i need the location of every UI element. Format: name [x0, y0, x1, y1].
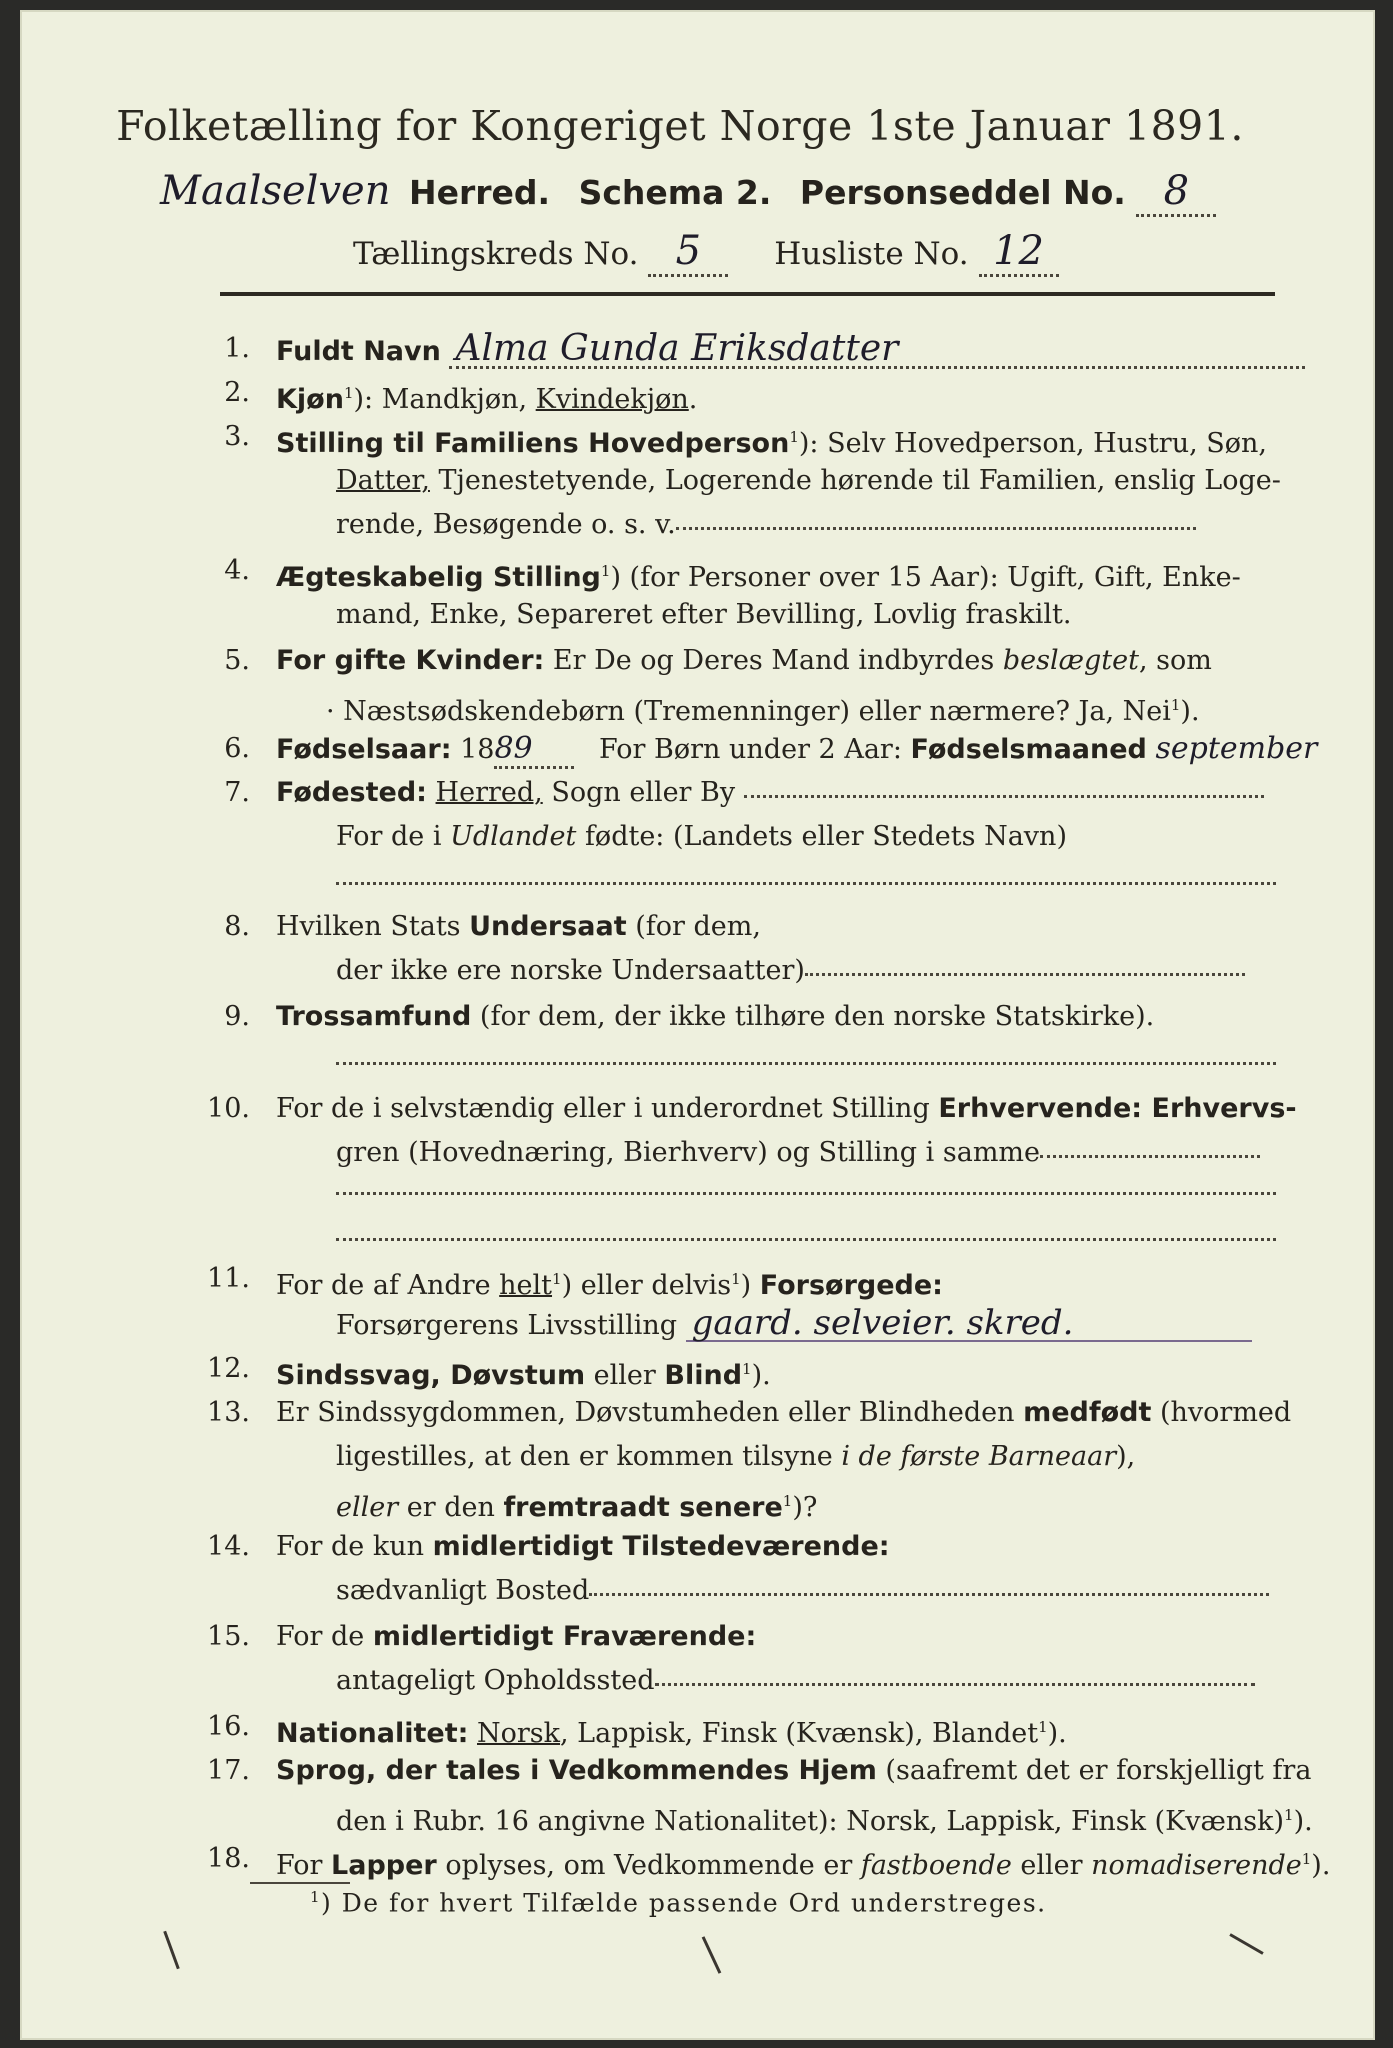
- item-1-number: 1.: [224, 333, 250, 364]
- item-7-line-2: [336, 820, 1067, 854]
- item-12-label: Sindssvag, Døvstum: [276, 1360, 586, 1391]
- item-10-number: 10.: [207, 1093, 250, 1124]
- taellingskreds-value: 5: [648, 228, 728, 277]
- item-12-number: 12.: [207, 1353, 250, 1384]
- item-6-year-value: 89: [494, 732, 574, 769]
- item-7-number: 7.: [224, 777, 250, 808]
- item-3-selected-option: Datter,: [336, 465, 430, 496]
- item-14-text-2: sædvanligt Bosted: [336, 1575, 590, 1606]
- item-17-end: ).: [1293, 1806, 1313, 1837]
- item-7-text-2a: For de i: [336, 821, 451, 852]
- footnote-rule: [250, 1882, 350, 1884]
- census-form-page: [20, 10, 1375, 2040]
- item-18-text-d: fastboende: [860, 1850, 1012, 1881]
- item-4-text-2: mand, Enke, Separeret efter Bevilling, Lovlig fraskilt.: [336, 599, 1072, 630]
- item-5-text-2: · Næstsødskendebørn (Tremenninger) eller nærmere? Ja, Nei: [326, 696, 1171, 727]
- item-7-label: Fødested:: [276, 777, 427, 808]
- footnote: [310, 1888, 1047, 1917]
- item-11-text-c: ) eller delvis: [561, 1270, 732, 1301]
- item-18-text-e: eller: [1011, 1850, 1092, 1881]
- item-2-label: Kjøn: [276, 384, 344, 415]
- item-16-sup: 1: [1038, 1718, 1048, 1736]
- item-14-number: 14.: [207, 1531, 250, 1562]
- header-line-kreds: [353, 228, 1059, 277]
- item-1-label: Fuldt Navn: [276, 336, 441, 367]
- item-11-text-e: Forsørgede:: [759, 1270, 943, 1301]
- item-13-text-2a: ligestilles, at den er kommen tilsyne: [336, 1441, 842, 1472]
- item-10-line-1: [276, 1092, 1297, 1126]
- item-11-line-2: [336, 1303, 1252, 1343]
- item-18-text-f: nomadiserende: [1091, 1850, 1302, 1881]
- item-8-text-c: (for dem,: [626, 911, 761, 942]
- personseddel-value: 8: [1136, 168, 1216, 217]
- item-3-number: 3.: [224, 421, 250, 452]
- item-13-line-1: [276, 1396, 1291, 1430]
- item-5-label: For gifte Kvinder:: [276, 645, 545, 676]
- personseddel-label: Personseddel No.: [799, 173, 1126, 212]
- item-5-line-1: [276, 644, 1212, 678]
- item-15-text-2: antageligt Opholdssted: [336, 1665, 655, 1696]
- item-2-sup: 1: [343, 384, 354, 402]
- item-7-dotted-fill: [744, 789, 1264, 798]
- item-3-text-2: Tjenestetyende, Logerende hørende til Familien, enslig Loge-: [429, 465, 1281, 496]
- item-13-text-3c: fremtraadt senere: [503, 1492, 783, 1523]
- footnote-sup: 1: [310, 1888, 322, 1906]
- item-13-line-2: [336, 1440, 1135, 1474]
- item-4-sup: 1: [600, 562, 611, 580]
- item-13-text-1c: (hvormed: [1151, 1397, 1292, 1428]
- item-12-sup: 1: [742, 1360, 752, 1378]
- item-4-number: 4.: [224, 555, 250, 586]
- corner-mark-right: [1229, 1933, 1263, 1955]
- item-3-text-3: rende, Besøgende o. s. v.: [336, 509, 676, 540]
- item-13-line-3: [336, 1484, 817, 1525]
- item-7-text-2b: Udlandet: [450, 821, 577, 852]
- item-6-number: 6.: [224, 733, 250, 764]
- item-8-text-b: Undersaat: [469, 911, 627, 942]
- item-3-line-2: [336, 464, 1281, 498]
- item-8-number: 8.: [224, 911, 250, 942]
- item-5-text-b: beslægtet: [1002, 645, 1139, 676]
- item-15-line-2: [336, 1664, 1255, 1698]
- item-9-blank-line: [336, 1062, 1276, 1065]
- item-6-year-prefix: 18: [460, 734, 495, 765]
- item-15-text-1a: For de: [276, 1621, 373, 1652]
- item-6-mid: For Børn under 2 Aar:: [599, 734, 902, 765]
- item-12-label-2: Blind: [664, 1360, 743, 1391]
- item-12-disability: [276, 1352, 771, 1393]
- item-8-text-a: Hvilken Stats: [276, 911, 470, 942]
- item-7-blank-line: [336, 882, 1276, 885]
- item-14-text-1b: midlertidigt Tilstedeværende:: [432, 1531, 890, 1562]
- item-5-text-c: , som: [1138, 645, 1212, 676]
- item-8-line-1: [276, 910, 761, 944]
- item-18-text-a: For: [276, 1850, 332, 1881]
- item-17-label: Sprog, der tales i Vedkommendes Hjem: [276, 1755, 877, 1786]
- item-7-selected-option: Herred,: [435, 777, 543, 808]
- item-13-text-3d: )?: [792, 1492, 818, 1523]
- item-17-line-1: [276, 1754, 1311, 1788]
- item-8-line-2: [336, 954, 1245, 988]
- item-14-line-1: [276, 1530, 890, 1564]
- item-8-text-2: der ikke ere norske Undersaatter): [336, 955, 805, 986]
- item-17-text-2: den i Rubr. 16 angivne Nationalitet): Norsk, Lappisk, Finsk (Kvænsk): [336, 1806, 1285, 1837]
- item-13-text-1b: medfødt: [1023, 1397, 1152, 1428]
- header-line-herred: [160, 168, 1216, 217]
- item-10-text-2: gren (Hovednæring, Bierhverv) og Stilling i samme: [336, 1137, 1041, 1168]
- item-2-number: 2.: [224, 377, 250, 408]
- item-3-sup: 1: [789, 428, 799, 446]
- item-15-dotted-fill: [655, 1677, 1255, 1686]
- item-17-sup: 1: [1284, 1806, 1294, 1824]
- item-6-birth: [276, 732, 1317, 769]
- item-9-label: Trossamfund: [276, 1001, 472, 1032]
- item-5-sup: 1: [1170, 696, 1181, 714]
- schema-label: Schema 2.: [578, 173, 772, 212]
- item-11-value: gaard. selveier. skred.: [686, 1306, 1252, 1342]
- item-13-text-1a: Er Sindssygdommen, Døvstumheden eller Blindheden: [276, 1397, 1024, 1428]
- item-16-space: [468, 1718, 477, 1749]
- item-7-line-1: [276, 776, 1264, 810]
- item-14-line-2: [336, 1574, 1269, 1608]
- item-3-dotted-fill: [676, 521, 1196, 530]
- item-4-label: Ægteskabelig Stilling: [276, 562, 601, 593]
- item-13-sup: 1: [782, 1492, 793, 1510]
- item-10-text-a: For de i selvstændig eller i underordnet Stilling: [276, 1093, 939, 1124]
- item-3-label: Stilling til Familiens Hovedperson: [276, 428, 790, 459]
- taellingskreds-label: Tællingskreds No.: [353, 236, 639, 272]
- item-14-dotted-fill: [589, 1587, 1269, 1596]
- item-8-dotted-fill: [805, 967, 1245, 976]
- item-17-number: 17.: [207, 1755, 250, 1786]
- item-18-text-c: oplyses, om Vedkommende er: [436, 1850, 861, 1881]
- item-11-number: 11.: [207, 1263, 250, 1294]
- item-5-number: 5.: [224, 645, 250, 676]
- item-13-number: 13.: [207, 1397, 250, 1428]
- item-11-sup-1: 1: [552, 1270, 562, 1288]
- corner-mark-center: [702, 1936, 722, 1974]
- item-16-text: , Lappisk, Finsk (Kvænsk), Blandet: [560, 1718, 1039, 1749]
- item-2-selected-option: Kvindekjøn: [535, 384, 689, 415]
- item-10-text-b: Erhvervende: Erhvervs-: [938, 1093, 1297, 1124]
- item-18-number: 18.: [207, 1843, 250, 1874]
- item-17-line-2: [336, 1798, 1313, 1839]
- item-1-value: Alma Gunda Eriksdatter: [449, 332, 1305, 369]
- item-16-nationality: [276, 1710, 1067, 1751]
- item-16-selected-option: Norsk: [477, 1718, 561, 1749]
- item-12-end: ).: [751, 1360, 771, 1391]
- footnote-text: ) De for hvert Tilfælde passende Ord understreges.: [321, 1888, 1047, 1918]
- item-2-gender: [276, 376, 697, 417]
- item-15-line-1: [276, 1620, 756, 1654]
- item-4-line-1: [276, 554, 1241, 595]
- item-6-label-2: Fødselsmaaned: [910, 734, 1147, 765]
- item-11-line-1: [276, 1262, 943, 1303]
- item-10-blank-line-1: [336, 1192, 1276, 1195]
- item-5-text-a: Er De og Deres Mand indbyrdes: [544, 645, 1003, 676]
- item-3-line-1: [276, 420, 1267, 461]
- header-divider: [220, 292, 1275, 296]
- item-13-text-3b: er den: [398, 1492, 504, 1523]
- item-12-mid: eller: [585, 1360, 665, 1391]
- herred-value: Maalselven: [160, 168, 391, 214]
- item-10-blank-line-2: [336, 1238, 1276, 1241]
- item-9-number: 9.: [224, 1001, 250, 1032]
- item-11-sup-2: 1: [731, 1270, 741, 1288]
- item-18-lapper: [276, 1842, 1330, 1883]
- item-18-text-g: ).: [1311, 1850, 1331, 1881]
- item-11-text-a: For de af Andre: [276, 1270, 500, 1301]
- item-7-text-2c: fødte: (Landets eller Stedets Navn): [576, 821, 1067, 852]
- husliste-label: Husliste No.: [774, 236, 969, 272]
- item-13-text-2c: ),: [1116, 1441, 1136, 1472]
- item-10-line-2: [336, 1136, 1260, 1170]
- item-6-month-value: september: [1155, 731, 1318, 766]
- form-title: Folketælling for Kongeriget Norge 1ste Januar 1891.: [116, 102, 1244, 150]
- item-16-number: 16.: [207, 1711, 250, 1742]
- item-15-number: 15.: [207, 1621, 250, 1652]
- item-18-sup: 1: [1301, 1850, 1312, 1868]
- corner-mark-left: [163, 1931, 179, 1970]
- item-9-text: (for dem, der ikke tilhøre den norske Statskirke).: [471, 1001, 1155, 1032]
- item-14-text-1a: For de kun: [276, 1531, 433, 1562]
- item-4-line-2: [336, 598, 1071, 632]
- item-7-text-1: Sogn eller By: [542, 777, 736, 808]
- item-16-label: Nationalitet:: [276, 1718, 469, 1749]
- item-15-text-1b: midlertidigt Fraværende:: [372, 1621, 757, 1652]
- item-11-text-d: ): [740, 1270, 760, 1301]
- item-9-religion: [276, 1000, 1154, 1034]
- item-3-line-3: [336, 508, 1196, 542]
- item-1-full-name: [276, 328, 1305, 369]
- item-11-text-2: Forsørgerens Livsstilling: [336, 1310, 678, 1341]
- item-5-line-2: [326, 688, 1200, 729]
- item-13-text-2b: i de første Barneaar: [841, 1441, 1117, 1472]
- item-18-text-b: Lapper: [331, 1850, 437, 1881]
- husliste-value: 12: [979, 228, 1059, 277]
- item-3-text-1: ): Selv Hovedperson, Hustru, Søn,: [798, 428, 1267, 459]
- item-4-text-1: ) (for Personer over 15 Aar): Ugift, Gift, Enke-: [610, 562, 1241, 593]
- herred-label: Herred.: [408, 173, 551, 212]
- item-10-dotted-fill: [1040, 1149, 1260, 1158]
- item-2-end: .: [688, 384, 698, 415]
- item-17-text-1: (saafremt det er forskjelligt fra: [876, 1755, 1312, 1786]
- item-13-text-3a: eller: [336, 1492, 399, 1523]
- item-2-text: ): Mandkjøn,: [353, 384, 536, 415]
- item-6-label: Fødselsaar:: [276, 734, 452, 765]
- item-5-end: ).: [1180, 696, 1200, 727]
- item-16-end: ).: [1047, 1718, 1067, 1749]
- item-11-selected-option: helt: [499, 1270, 553, 1301]
